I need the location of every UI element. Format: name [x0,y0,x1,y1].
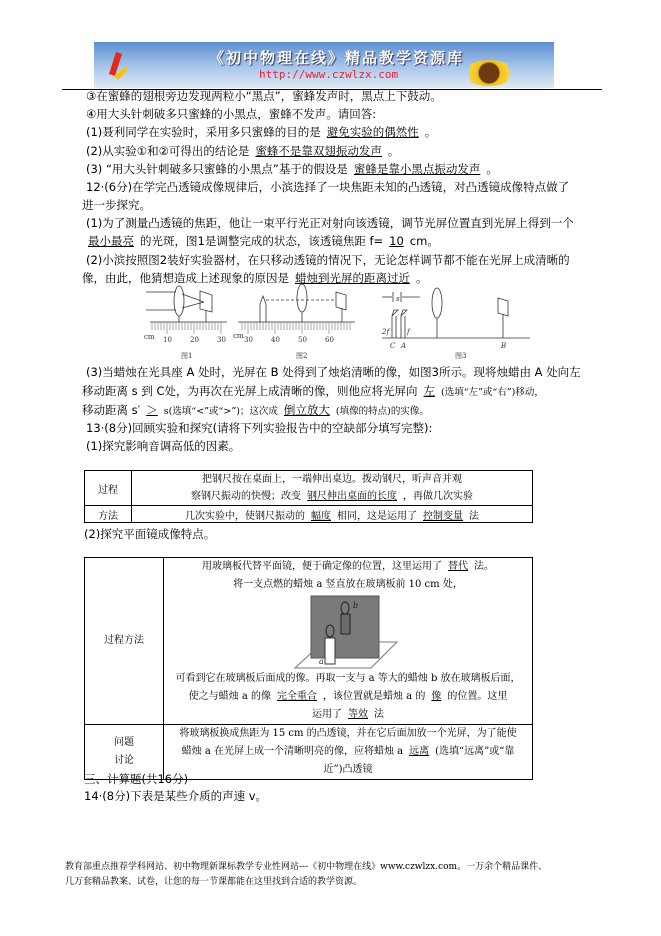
figure-2 [238,284,355,334]
q13-intro: 13·(8分)回顾实验和探究(请将下列实验报告中的空缺部分填写完整): [86,421,433,435]
footer-line: 几万套精品教案、试卷，让您的每一节课都能在这里找到合适的教学资源。 [65,877,363,887]
answer: 避免实验的偶然性 [326,125,419,139]
cell-text: 讨论 [114,755,134,766]
q-text: (2)从实验①和②可得出的结论是 [86,144,250,158]
candle-b-label: b [353,601,359,610]
row-header: 过程方法 [85,558,164,725]
row-header: 过程 [85,471,132,506]
fig2-tick: 50 [298,336,307,344]
q-text: 。 [387,144,400,158]
q-text: s(选填“<”或“>”)；这次成 [163,406,278,417]
q-text: cm。 [409,234,439,248]
q12-part2: (2)小滨按照图2装好实验器材，在只移动透镜的情况下，无论怎样调节都不能在光屏上成清晰的 [86,253,570,267]
answer: 左 [423,384,435,398]
cell-text: (选填“远离”或“靠 [435,746,515,757]
cell-line [168,706,528,724]
process-cell [164,558,533,725]
fig3-2f: 2f [382,328,390,336]
fig1-unit: cm [144,333,155,341]
q11-part2 [86,143,399,159]
answer: 蜡烛到光屏的距离过近 [295,271,410,285]
q13-part1: (1)探究影响音调高低的因素。 [86,439,241,453]
cell-line: 可看到它在玻璃板后面成的像。再取一支与 a 等大的蜡烛 b 放在玻璃板后面， [175,673,521,684]
discussion-cell [164,725,533,780]
answer: 最小最亮 [88,234,134,248]
sunflower-image [464,60,514,86]
q12-part3: (3)当蜡烛在光具座 A 处时，光屏在 B 处得到了烛焰清晰的像，如图3所示。现将烛蜡由 A 处向左 [86,365,581,379]
q-text: (1)聂利同学在实验时，采用多只蜜蜂的目的是 [86,125,321,139]
fig3-B: B [501,342,507,350]
cell-line: 将一支点燃的蜡烛 a 竖直放在玻璃板前 10 cm 处， [233,579,463,590]
q-text: (选填“左”或“右”)移动， [441,387,544,398]
site-logo-icon [106,50,130,82]
q-text: 。 [424,125,437,139]
answer: 蜜蜂是靠小黑点振动发声 [353,162,481,176]
q12-intro: 12·(6分)在学完凸透镜成像规律后，小滨选择了一块焦距未知的凸透镜，对凸透镜成像特点做了 [86,180,570,194]
cell-text: 问题 [114,737,134,748]
answer: 钢尺伸出桌面的长度 [307,491,397,502]
answer: 倒立放大 [283,403,330,417]
cell-text: 法 [469,510,479,522]
q11-part3 [86,161,498,177]
cell-text: 察钢尺振动的快慢；改变 [191,491,301,502]
figure-1 [146,286,227,334]
fig1-tick: 30 [217,336,226,344]
q12-part1: (1)为了测量凸透镜的焦距，他让一束平行光正对射向该透镜，调节光屏位置直到光屏上得到一个 [86,216,574,230]
lens-figures [130,282,530,366]
answer: 像 [431,691,442,702]
figure-3 [382,288,530,338]
banner-url[interactable]: http://www.czwlzx.com [259,68,399,81]
mirror-experiment-table [84,557,533,780]
q-text: (3) “用大头针刺破多只蜜蜂的小黑点”基于的假设是 [86,162,348,176]
fig3-s: s [396,295,400,303]
answer: ＞ [146,403,158,417]
cell-text: 运用了 [312,709,342,720]
q12-part3-cont2 [82,402,429,420]
q-text: 。 [486,162,498,176]
cell-text: 的位置。这里 [447,691,508,702]
pitch-experiment-table [84,470,533,523]
cell-text: 几次实验中，使钢尺振动的 [185,510,305,522]
process-cell [132,471,533,506]
fig1-tick: 10 [163,336,172,344]
answer: 蜜蜂不是靠双翅振动发声 [255,144,382,158]
candle-a-label: a [319,657,324,666]
q11-step4: ④用大头针刺破多只蜜蜂的小黑点，蜜蜂不发声。请回答: [86,107,377,121]
cell-line [168,743,528,761]
q-text: 移动距离 s 到 C处，为再次在光屏上成清晰的像，则他应将光屏向 [82,384,418,398]
fig2-tick: 30 [244,336,253,344]
answer: 等效 [348,709,368,720]
cell-line [168,558,528,576]
q-text: 的光斑，图1是调整完成的状态，该透镜焦距 f= [140,234,384,248]
candle-mirror-figure [293,594,403,670]
q14-intro: 14·(8分)下表是某些介质的声速 v。 [84,789,268,803]
answer: 远离 [409,746,430,757]
section-3-heading: 三、计算题(共16分) [84,772,189,786]
answer: 幅度 [311,510,331,522]
page-footer [65,860,547,890]
cell-text: 相同，这是运用了 [337,510,417,522]
q-text: 。 [416,271,428,285]
method-cell [132,506,533,523]
q12-part3-cont [82,383,544,401]
q-text: 像，由此，他猜想造成上述现象的原因是 [82,271,289,285]
fig1-caption: 图1 [181,352,193,360]
cell-text: 法 [374,709,384,720]
banner-title: 《初中物理在线》精品教学资源库 [209,49,465,67]
cell-text: ，该位置就是蜡烛 a 的 [323,691,426,702]
header-banner [94,42,554,88]
cell-line [168,688,528,706]
fig2-caption: 图2 [296,352,308,360]
answer: 替代 [448,561,468,572]
q12-part1-cont [82,233,439,249]
q11-part1 [86,124,436,140]
answer: 10 [389,234,404,248]
cell-text: 用玻璃板代替平面镜，便于确定像的位置，这里运用了 [202,561,442,572]
q11-step3: ③在蜜蜂的翅根旁边发现两粒小“黑点”，蜜蜂发声时，黑点上下鼓动。 [86,89,442,103]
fig3-caption: 图3 [455,352,467,360]
footer-line: 教育部重点推荐学科网站、初中物理新课标教学专业性网站---《初中物理在线》www.czwlzx.com。一万余个精品课件、 [65,862,548,872]
cell-line: 近”)凸透镜 [323,764,373,775]
cell-text: ，再做几次实验 [403,491,473,502]
answer: 完全重合 [277,691,317,702]
cell-text: 蜡烛 a 在光屏上成一个清晰明亮的像，应将蜡烛 a [181,746,404,757]
fig3-C: C [390,342,396,350]
fig3-f: f [407,328,410,336]
q12-intro-cont: 进一步探究。 [82,198,151,212]
cell-text: 把钢尺按在桌面上，一端伸出桌边。拨动钢尺，听声音并观 [202,474,462,485]
cell-text: 法。 [474,561,494,572]
cell-text: 使之与蜡烛 a 的像 [188,691,271,702]
row-header: 方法 [85,506,132,523]
fig1-tick: 20 [190,336,199,344]
fig3-A: A [401,342,407,350]
fig2-tick: 60 [325,336,334,344]
q13-part2: (2)探究平面镜成像特点。 [84,527,216,541]
q-text: 移动距离 s′ [82,403,141,417]
cell-line: 将玻璃板换成焦距为 15 cm 的凸透镜，并在它后面加放一个光屏，为了能使 [179,728,517,739]
q-text: (填像的特点)的实像。 [335,406,429,417]
answer: 控制变量 [423,510,463,522]
fig2-tick: 40 [271,336,280,344]
fig2-unit: cm [233,332,244,340]
